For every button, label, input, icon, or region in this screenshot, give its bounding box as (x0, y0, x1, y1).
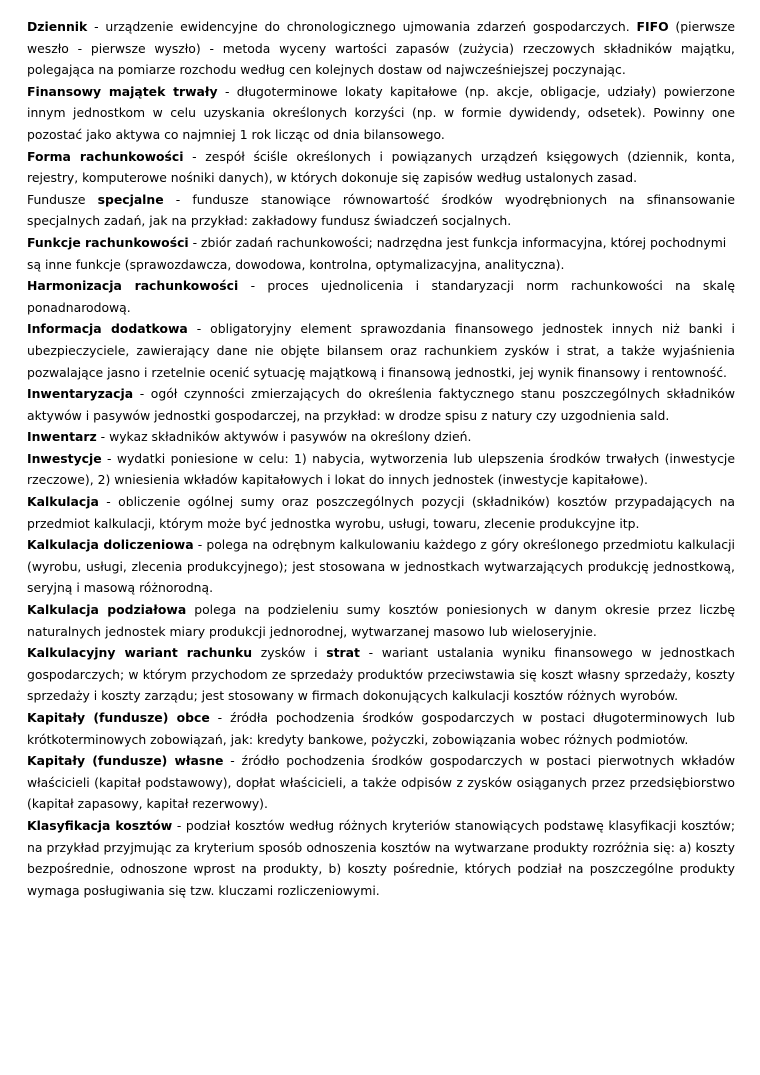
glossary-term: Finansowy majątek trwały (27, 83, 218, 99)
glossary-text: polega na podzieleniu sumy kosztów poniesionych w danym okresie przez liczbę naturalnych jednostek miary produkcji jednorodnej, wytwarzanej masowo lub wieloseryjnie. (27, 602, 735, 639)
glossary-text: - urządzenie ewidencyjne do chronologicznego ujmowania zdarzeń gospodarczych. (87, 19, 637, 34)
glossary-text: - długoterminowe lokaty kapitałowe (np. akcje, obligacje, udziały) powierzone innym jednostkom w celu uzyskania określonych korzyści (np. w formie dywidendy, odsetek). Powinny one pozostać jako aktywa co najmniej 1 rok licząc od dnia bilansowego. (27, 83, 736, 142)
glossary-term: Kapitały (fundusze) własne (27, 753, 224, 769)
glossary-text: Fundusze (27, 191, 98, 207)
glossary-text: - wydatki poniesione w celu: 1) nabycia, wytworzenia lub ulepszenia środków trwałych (inwestycje rzeczowe), 2) wniesienia wkładów kapitałowych i lokat do innych jednostek (inwestycje kapitałowe). (27, 450, 735, 488)
glossary-text: - wariant ustalania wyniku finansowego w jednostkach gospodarczych; w którym przychodom ze sprzedaży produktów przeciwstawia się koszt własny sprzedaży, koszty sprzedaży i koszty zarządu; jest stosowany w firmach dokonujących kalkulacji kosztów różnych wyrobów. (27, 645, 736, 704)
glossary-term: Inwentaryzacja (27, 386, 134, 402)
glossary-text: - zespół ściśle określonych i powiązanych urządzeń księgowych (dziennik, konta, rejestry, komputerowe nośniki danych), w których dokonuje się zapisów według ustalonych zasad. (27, 148, 736, 186)
glossary-term: Dziennik (27, 19, 88, 34)
glossary-entry (27, 16, 735, 81)
glossary-entry (27, 146, 735, 189)
glossary-entry (27, 426, 735, 448)
glossary-term: Klasyfikacja kosztów (27, 817, 173, 833)
glossary-term: Kalkulacja doliczeniowa (27, 537, 194, 553)
glossary-term: Harmonizacja rachunkowości (27, 278, 239, 294)
glossary-entry (27, 383, 735, 426)
glossary-entry (27, 642, 735, 707)
glossary-entry (27, 491, 735, 534)
glossary-entry (27, 318, 735, 383)
glossary-text: - obligatoryjny element sprawozdania finansowego jednostek innych niż banki i ubezpieczyciele, zawierający dane nie objęte bilansem oraz rachunkiem zysków i strat, a także wyjaśnienia pozwalające jasno i rzetelnie ocenić sytuację majątkową i finansową jednostki, jej wynik finansowy i rentowność. (27, 321, 735, 380)
glossary-text: zysków i (252, 645, 327, 661)
glossary-text: (pierwsze weszło - pierwsze wyszło) - metoda wyceny wartości zapasów (zużycia) rzeczowych składników majątku, polegająca na pomiarze rozchodu według cen kolejnych dostaw od najwcześniejszej poczynając. (27, 19, 736, 78)
glossary-entry (27, 81, 735, 146)
glossary-entry (27, 534, 735, 599)
glossary-text: - podział kosztów według różnych kryteriów stanowiących podstawę klasyfikacji kosztów; na przykład przyjmując za kryterium sposób odnoszenia kosztów na wytwarzane produkty rozróżnia się: a) koszty bezpośrednie, odnoszone wprost na produkty, b) koszty pośrednie, których podział na poszczególne produkty wymaga posługiwania się tzw. kluczami rozliczeniowymi. (27, 817, 735, 898)
glossary-term: specjalne (97, 191, 164, 207)
glossary-text: - fundusze stanowiące równowartość środków wyodrębnionych na sfinansowanie specjalnych zadań, jak na przykład: zakładowy fundusz świadczeń socjalnych. (27, 191, 735, 229)
glossary-term: Kalkulacja (27, 494, 99, 510)
glossary-term: Inwentarz (27, 429, 97, 445)
glossary-entry (27, 189, 735, 232)
glossary-entry (27, 275, 735, 318)
glossary-term: strat (326, 645, 360, 661)
glossary-text: - polega na odrębnym kalkulowaniu każdego z góry określonego przedmiotu kalkulacji (wyrobu, usługi, zlecenia produkcyjnego); jest stosowana w jednostkach wytwarzających produkcję jednostkową, seryjną i masową różnorodną. (27, 537, 736, 596)
glossary-term: Kapitały (fundusze) obce (27, 710, 210, 725)
glossary-text: - obliczenie ogólnej sumy oraz poszczególnych pozycji (składników) kosztów przypadających na przedmiot kalkulacji, którym może być jednostka wyrobu, usługi, towaru, zlecenie produkcyjne itp. (27, 494, 735, 531)
glossary-term: Inwestycje (27, 450, 102, 466)
glossary-term: Forma rachunkowości (27, 148, 184, 164)
glossary-entry (27, 232, 735, 275)
glossary-term: Kalkulacja podziałowa (27, 602, 187, 618)
glossary (27, 16, 735, 901)
glossary-entry (27, 599, 735, 642)
glossary-term: FIFO (636, 19, 669, 34)
glossary-text: - wykaz składników aktywów i pasywów na określony dzień. (96, 429, 472, 445)
glossary-text: - ogół czynności zmierzających do określenia faktycznego stanu poszczególnych składników aktywów i pasywów jednostki gospodarczej, na przykład: w drodze spisu z natury czy uzgodnienia sald. (27, 386, 735, 423)
glossary-text: - źródła pochodzenia środków gospodarczych w postaci długoterminowych lub krótkoterminowych zobowiązań, jak: kredyty bankowe, pożyczki, zobowiązania wobec różnych podmiotów. (27, 710, 736, 747)
glossary-text: - zbiór zadań rachunkowości; nadrzędna jest funkcja informacyjna, której pochodnymi są inne funkcje (sprawozdawcza, dowodowa, kontrolna, optymalizacyjna, analityczna). (27, 234, 727, 272)
glossary-entry (27, 448, 735, 491)
glossary-entry (27, 707, 735, 750)
glossary-term: Funkcje rachunkowości (27, 234, 189, 250)
glossary-text: - proces ujednolicenia i standaryzacji norm rachunkowości na skalę ponadnarodową. (27, 278, 735, 315)
glossary-entry (27, 750, 735, 815)
glossary-entry (27, 815, 735, 901)
glossary-term: Kalkulacyjny wariant rachunku (27, 645, 253, 661)
glossary-text: - źródło pochodzenia środków gospodarczych w postaci pierwotnych wkładów właścicieli (kapitał podstawowy), dopłat właścicieli, a także odpisów z zysków osiąganych przez przedsiębiorstwo (kapitał zapasowy, kapitał rezerwowy). (27, 753, 735, 812)
glossary-term: Informacja dodatkowa (27, 321, 188, 337)
